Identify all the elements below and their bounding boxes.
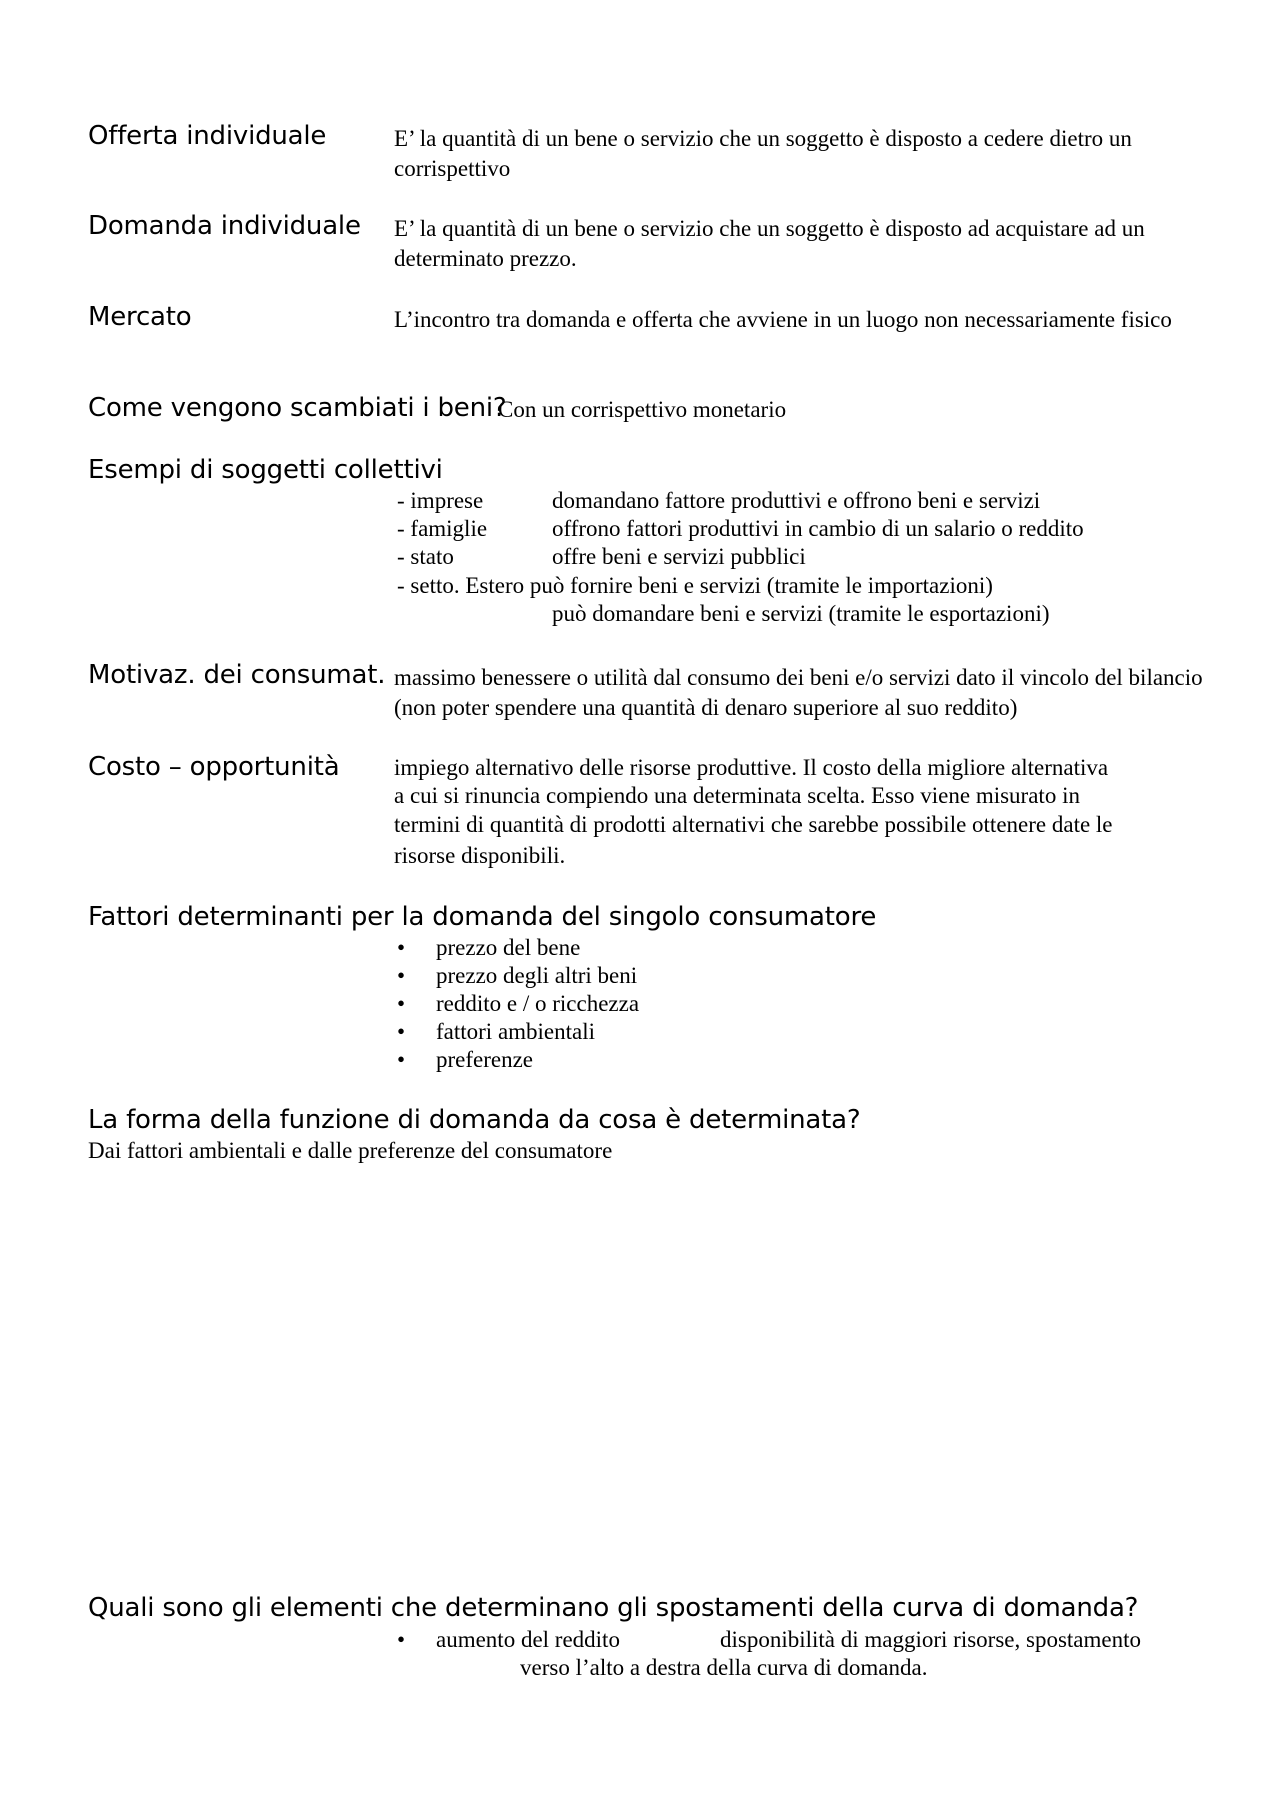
definition-domanda-individuale: E’ la quantità di un bene o servizio che un soggetto è disposto ad acquistare ad un determinato prezzo. — [394, 216, 1145, 271]
bullet-icon: • — [397, 1019, 406, 1044]
bullet-icon: • — [397, 963, 406, 988]
shift-item-text-line-1: disponibilità di maggiori risorse, spostamento — [720, 1627, 1141, 1652]
collective-description-imprese: domandano fattore produttivi e offrono beni e servizi — [552, 488, 1041, 513]
bullet-icon: • — [397, 1627, 406, 1652]
shifts-question: Quali sono gli elementi che determinano gli spostamenti della curva di domanda? — [88, 1593, 1139, 1623]
factor-item: prezzo degli altri beni — [436, 963, 638, 988]
collective-description-famiglie: offrono fattori produttivi in cambio di un salario o reddito — [552, 516, 1084, 541]
exchange-question: Come vengono scambiati i beni? — [88, 393, 507, 423]
opportunity-cost-line-4: risorse disponibili. — [394, 843, 566, 868]
collective-heading: Esempi di soggetti collettivi — [88, 455, 443, 485]
collective-subject-imprese: - imprese — [397, 488, 484, 513]
collective-description-stato: offre beni e servizi pubblici — [552, 544, 806, 569]
factor-item: preferenze — [436, 1047, 534, 1072]
definition-mercato: L’incontro tra domanda e offerta che avviene in un luogo non necessariamente fisico — [394, 307, 1172, 332]
shift-item-text-line-2: verso l’alto a destra della curva di domanda. — [520, 1655, 928, 1680]
term-motivazione-consumatori: Motivaz. dei consumat. — [88, 660, 386, 690]
definition-offerta-individuale: E’ la quantità di un bene o servizio che un soggetto è disposto a cedere dietro un corrispettivo — [394, 126, 1132, 181]
term-mercato: Mercato — [88, 302, 192, 332]
shape-answer: Dai fattori ambientali e dalle preferenze del consumatore — [88, 1138, 613, 1163]
factors-heading: Fattori determinanti per la domanda del singolo consumatore — [88, 902, 877, 932]
factor-item: reddito e / o ricchezza — [436, 991, 640, 1016]
factor-item: prezzo del bene — [436, 935, 581, 960]
shape-question: La forma della funzione di domanda da cosa è determinata? — [88, 1105, 861, 1135]
bullet-icon: • — [397, 1047, 406, 1072]
factor-item: fattori ambientali — [436, 1019, 596, 1044]
collective-description-estero: può domandare beni e servizi (tramite le esportazioni) — [552, 601, 1050, 626]
term-costo-opportunita: Costo – opportunità — [88, 752, 340, 782]
collective-subject-stato: - stato — [397, 544, 454, 569]
shift-item-label: aumento del reddito — [436, 1627, 620, 1652]
opportunity-cost-line-1: impiego alternativo delle risorse produttive. Il costo della migliore alternativa — [394, 755, 1109, 780]
term-domanda-individuale: Domanda individuale — [88, 211, 361, 241]
collective-subject-famiglie: - famiglie — [397, 516, 488, 541]
collective-subject-estero: - setto. Estero può fornire beni e servizi (tramite le importazioni) — [397, 573, 993, 598]
bullet-icon: • — [397, 935, 406, 960]
exchange-answer: Con un corrispettivo monetario — [498, 397, 787, 422]
opportunity-cost-line-3: termini di quantità di prodotti alternativi che sarebbe possibile ottenere date le — [394, 812, 1113, 837]
opportunity-cost-line-2: a cui si rinuncia compiendo una determinata scelta. Esso viene misurato in — [394, 783, 1080, 808]
definition-motivazione-consumatori: massimo benessere o utilità dal consumo dei beni e/o servizi dato il vincolo del bilancio (non poter spendere una quantità di denaro superiore al suo reddito) — [394, 665, 1203, 720]
bullet-icon: • — [397, 991, 406, 1016]
term-offerta-individuale: Offerta individuale — [88, 121, 327, 151]
